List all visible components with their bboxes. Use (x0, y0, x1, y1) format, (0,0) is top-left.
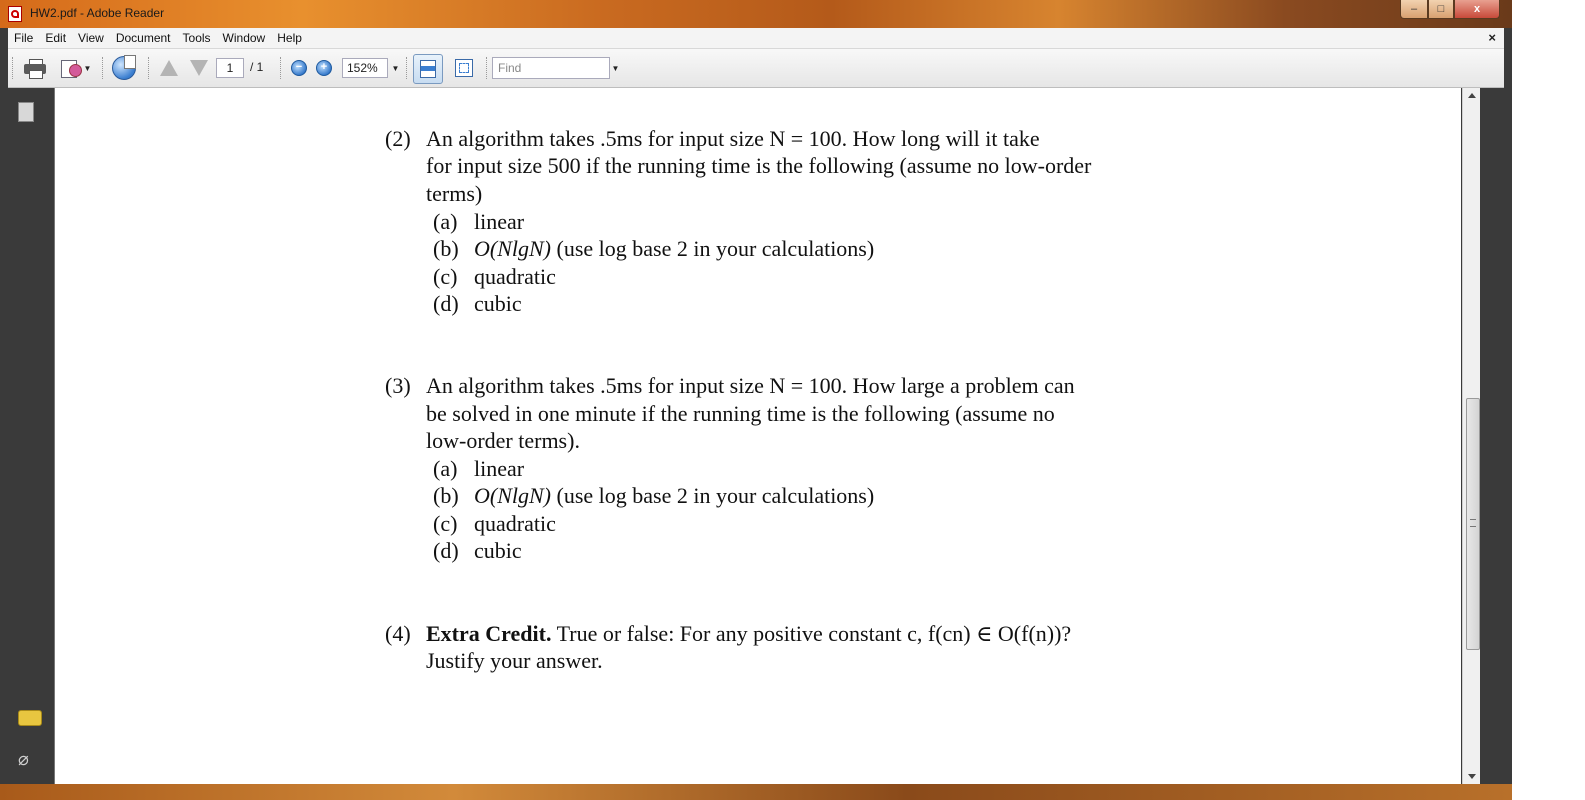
math-expression: O(NlgN) (474, 236, 551, 261)
vertical-scrollbar[interactable] (1462, 88, 1481, 784)
item-label: (c) (433, 511, 458, 536)
toolbar-separator (12, 57, 15, 79)
question-number: (3) (385, 373, 411, 398)
toolbar (8, 49, 1504, 88)
zoom-out-icon: − (291, 60, 307, 76)
item-label: (c) (433, 264, 458, 289)
share-icon (61, 58, 81, 78)
chevron-down-icon: ▼ (83, 63, 92, 73)
find-input[interactable]: Find (492, 57, 610, 79)
collaborate-globe-icon (112, 56, 136, 80)
window-frame-edge (1480, 88, 1512, 784)
minimize-button[interactable]: – (1400, 0, 1428, 19)
page-number-input[interactable]: 1 (216, 58, 244, 78)
item-text: linear (474, 209, 525, 234)
arrow-down-icon (190, 60, 208, 76)
question-line: terms) (426, 181, 483, 206)
item-text: linear (474, 456, 525, 481)
attachments-paperclip-icon[interactable]: ⌀ (18, 749, 29, 769)
window-bottom-frame (0, 784, 1512, 800)
item-label: (b) (433, 236, 459, 261)
item-text (474, 235, 874, 263)
share-button[interactable] (58, 55, 94, 81)
scrollbar-thumb[interactable] (1466, 398, 1480, 650)
scrolling-mode-button[interactable] (413, 54, 443, 84)
chevron-down-icon: ▼ (391, 63, 400, 73)
math-expression: O(NlgN) (474, 483, 551, 508)
item-label: (b) (433, 483, 459, 508)
toolbar-separator (148, 57, 151, 79)
collaborate-button[interactable] (110, 55, 138, 81)
fit-width-button-frame (413, 54, 443, 84)
zoom-in-button[interactable] (316, 55, 332, 81)
question-number: (4) (385, 621, 411, 646)
pages-panel-icon[interactable] (18, 102, 34, 122)
print-button[interactable] (22, 55, 48, 81)
question-line: low-order terms). (426, 428, 580, 453)
navigation-panel (8, 88, 52, 784)
item-text: cubic (474, 291, 522, 316)
question-line (426, 620, 1071, 648)
scrolling-mode-icon (420, 60, 436, 78)
zoom-in-icon: + (316, 60, 332, 76)
window-controls (1400, 0, 1500, 20)
item-text: cubic (474, 538, 522, 563)
extra-credit-label: Extra Credit. (426, 621, 552, 646)
menu-document[interactable]: Document (115, 31, 171, 45)
fit-page-icon (455, 59, 473, 77)
next-page-button[interactable] (188, 55, 210, 81)
item-label: (a) (433, 456, 458, 481)
question-line: Justify your answer. (426, 648, 603, 673)
window-title: HW2.pdf - Adobe Reader (30, 6, 165, 20)
zoom-dropdown-button[interactable] (388, 55, 400, 81)
title-bar (0, 0, 1512, 28)
scroll-up-icon[interactable] (1468, 93, 1476, 98)
question-line: be solved in one minute if the running time is the following (assume no (426, 401, 1055, 426)
menu-view[interactable]: View (78, 31, 104, 45)
find-dropdown-button[interactable] (608, 55, 620, 81)
printer-icon (24, 59, 46, 77)
toolbar-separator (406, 57, 409, 79)
menu-edit[interactable]: Edit (45, 31, 67, 45)
item-text (474, 482, 874, 510)
page-total: / 1 (250, 60, 264, 74)
toolbar-separator (102, 57, 105, 79)
menu-bar (8, 28, 1504, 49)
menu-window[interactable]: Window (222, 31, 266, 45)
item-label: (d) (433, 291, 459, 316)
grip-icon (1470, 519, 1476, 527)
menu-tools[interactable]: Tools (182, 31, 211, 45)
comments-icon[interactable] (18, 710, 42, 726)
item-text: quadratic (474, 264, 556, 289)
question-line: for input size 500 if the running time is the following (assume no low-order (426, 153, 1092, 178)
adobe-reader-icon (8, 6, 22, 22)
question-text: True or false: For any positive constant c, f(cn) ∈ O(f(n))? (556, 621, 1072, 646)
toolbar-separator (280, 57, 283, 79)
item-note: (use log base 2 in your calculations) (556, 236, 875, 261)
chevron-down-icon: ▼ (611, 63, 620, 73)
close-window-button[interactable]: x (1454, 0, 1500, 19)
maximize-button[interactable]: □ (1428, 0, 1454, 19)
item-note: (use log base 2 in your calculations) (556, 483, 875, 508)
item-label: (d) (433, 538, 459, 563)
zoom-level-input[interactable]: 152% (342, 58, 388, 78)
question-line: An algorithm takes .5ms for input size N = 100. How large a problem can (426, 373, 1075, 398)
item-text: quadratic (474, 511, 556, 536)
item-label: (a) (433, 209, 458, 234)
menu-help[interactable]: Help (277, 31, 302, 45)
close-document-button[interactable]: × (1488, 30, 1496, 45)
desktop-background (1513, 0, 1585, 800)
scroll-down-icon[interactable] (1468, 774, 1476, 779)
zoom-out-button[interactable] (291, 55, 307, 81)
toolbar-separator (486, 57, 489, 79)
fit-page-button[interactable] (451, 55, 477, 81)
question-number: (2) (385, 126, 411, 151)
question-line: An algorithm takes .5ms for input size N = 100. How long will it take (426, 126, 1040, 151)
previous-page-button[interactable] (158, 55, 180, 81)
menu-file[interactable]: File (14, 31, 34, 45)
arrow-up-icon (160, 60, 178, 76)
